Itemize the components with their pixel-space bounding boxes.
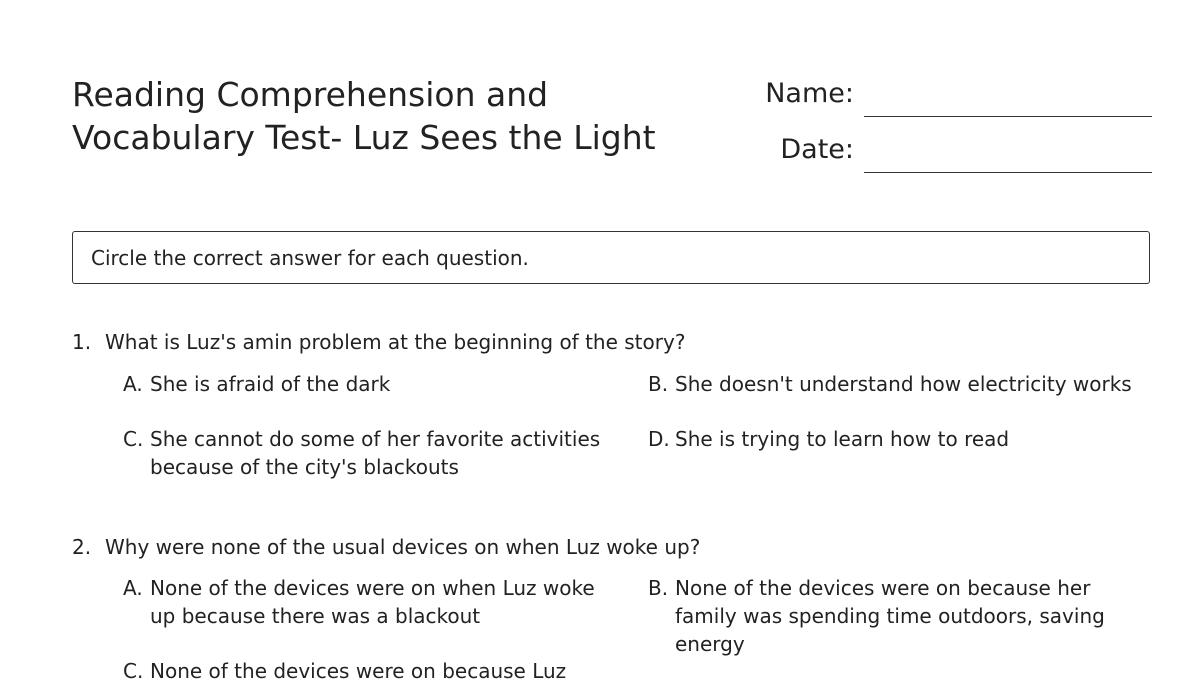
question-2 [72, 535, 700, 559]
option-letter: C. [123, 427, 144, 451]
answer-option-1c[interactable] [123, 425, 613, 481]
page-title [72, 73, 692, 159]
question-text: Why were none of the usual devices on when Luz woke up? [105, 535, 701, 559]
option-text: She is afraid of the dark [150, 372, 391, 396]
answer-option-1d[interactable] [648, 425, 1148, 453]
name-label: Name: [765, 78, 854, 109]
name-field[interactable] [864, 116, 1152, 117]
answer-option-2a[interactable] [123, 574, 618, 630]
title-line-2: Vocabulary Test- Luz Sees the Light [72, 118, 656, 157]
option-text: She cannot do some of her favorite activities because of the city's blackouts [150, 427, 601, 479]
option-letter: B. [648, 576, 669, 600]
instructions-text: Circle the correct answer for each question. [91, 245, 529, 270]
answer-option-1a[interactable] [123, 370, 613, 398]
option-letter: C. [123, 659, 144, 683]
answer-option-2b[interactable] [648, 574, 1148, 658]
option-text: She is trying to learn how to read [675, 427, 1010, 451]
option-text: None of the devices were on when Luz woke up because there was a blackout [150, 576, 595, 628]
question-1 [72, 330, 685, 354]
answer-option-1b[interactable] [648, 370, 1148, 398]
date-field[interactable] [864, 172, 1152, 173]
option-text: None of the devices were on because Luz [150, 659, 567, 683]
option-letter: A. [123, 576, 143, 600]
instructions-box [72, 231, 1150, 284]
question-number: 1. [72, 330, 92, 354]
date-label: Date: [780, 134, 854, 165]
option-text: None of the devices were on because her family was spending time outdoors, saving energy [675, 576, 1105, 656]
title-line-1: Reading Comprehension and [72, 75, 549, 114]
option-letter: A. [123, 372, 143, 396]
option-letter: B. [648, 372, 669, 396]
option-text: She doesn't understand how electricity works [675, 372, 1132, 396]
question-text: What is Luz's amin problem at the beginning of the story? [105, 330, 686, 354]
answer-option-2c[interactable] [123, 657, 618, 685]
question-number: 2. [72, 535, 92, 559]
option-letter: D. [648, 427, 670, 451]
